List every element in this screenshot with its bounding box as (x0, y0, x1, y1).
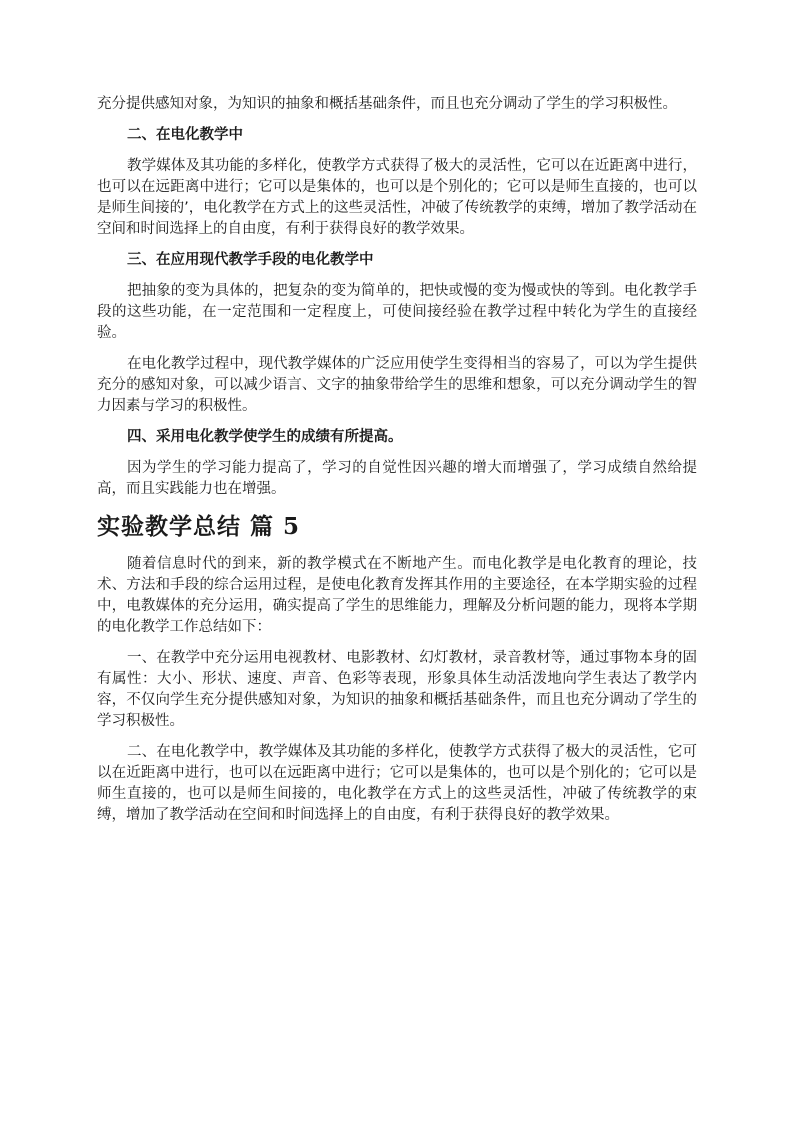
paragraph-item-two: 二、在电化教学中，教学媒体及其功能的多样化，使教学方式获得了极大的灵活性，它可以在近距离中进行，也可以在远距离中进行；它可以是集体的，也可以是个别化的；它可以是师生直接的，也可以是师生间接的，电化教学在方式上的这些灵活性，冲破了传统教学的束缚，增加了教学活动在空间和时间选择上的自由度，有利于获得良好的教学效果。 (97, 744, 697, 823)
spacer (97, 732, 697, 742)
spacer (97, 542, 697, 554)
document-page (97, 94, 697, 826)
spacer (97, 344, 697, 354)
paragraph-three-a: 把抽象的变为具体的，把复杂的变为简单的，把快或慢的变为慢或快的等到。电化教学手段的这些功能，在一定范围和一定程度上，可使间接经验在教学过程中转化为学生的直接经验。 (97, 283, 697, 341)
section-title: 实验教学总结 篇 5 (97, 513, 301, 540)
paragraph-item-one: 一、在教学中充分运用电视教材、电影教材、幻灯教材，录音教材等，通过事物本身的固有属性：大小、形状、速度、声音、色彩等表现，形象具体生动活泼地向学生表达了教学内容，不仅向学生充分提供感知对象，为知识的抽象和概括基础条件，而且也充分调动了学生的学习积极性。 (97, 650, 697, 729)
paragraph-two: 教学媒体及其功能的多样化，使教学方式获得了极大的灵活性，它可以在近距离中进行，也可以在远距离中进行；它可以是集体的，也可以是个别化的；它可以是师生直接的，也可以是师生间接的’，电化教学在方式上的这些灵活性，冲破了传统教学的束缚，增加了教学活动在空间和时间选择上的自由度，有利于获得良好的教学效果。 (97, 158, 697, 237)
heading-two: 二、在电化教学中 (127, 127, 243, 143)
spacer (97, 448, 697, 458)
paragraph-intro: 随着信息时代的到来，新的教学模式在不断地产生。而电化教学是电化教育的理论，技术、方法和手段的综合运用过程，是使电化教育发挥其作用的主要途径，在本学期实验的过程中，电教媒体的充分运用，确实提高了学生的思维能力，理解及分析问题的能力，现将本学期的电化教学工作总结如下： (97, 556, 697, 635)
spacer (97, 115, 697, 125)
paragraph-three-b: 在电化教学过程中，现代教学媒体的广泛应用使学生变得相当的容易了，可以为学生提供充分的感知对象，可以减少语言、文字的抽象带给学生的思维和想象，可以充分调动学生的智力因素与学习的积极性。 (97, 356, 697, 414)
paragraph-continuation: 充分提供感知对象，为知识的抽象和概括基础条件，而且也充分调动了学生的学习积极性。 (97, 96, 677, 112)
spacer (97, 638, 697, 648)
paragraph-four: 因为学生的学习能力提高了，学习的自觉性因兴趣的增大而增强了，学习成绩自然给提高，而且实践能力也在增强。 (97, 460, 697, 497)
spacer (97, 240, 697, 250)
spacer (97, 271, 697, 281)
heading-three: 三、在应用现代教学手段的电化教学中 (127, 252, 374, 268)
spacer (97, 146, 697, 156)
spacer (97, 500, 697, 512)
spacer (97, 417, 697, 427)
heading-four: 四、采用电化教学使学生的成绩有所提高。 (127, 429, 403, 445)
